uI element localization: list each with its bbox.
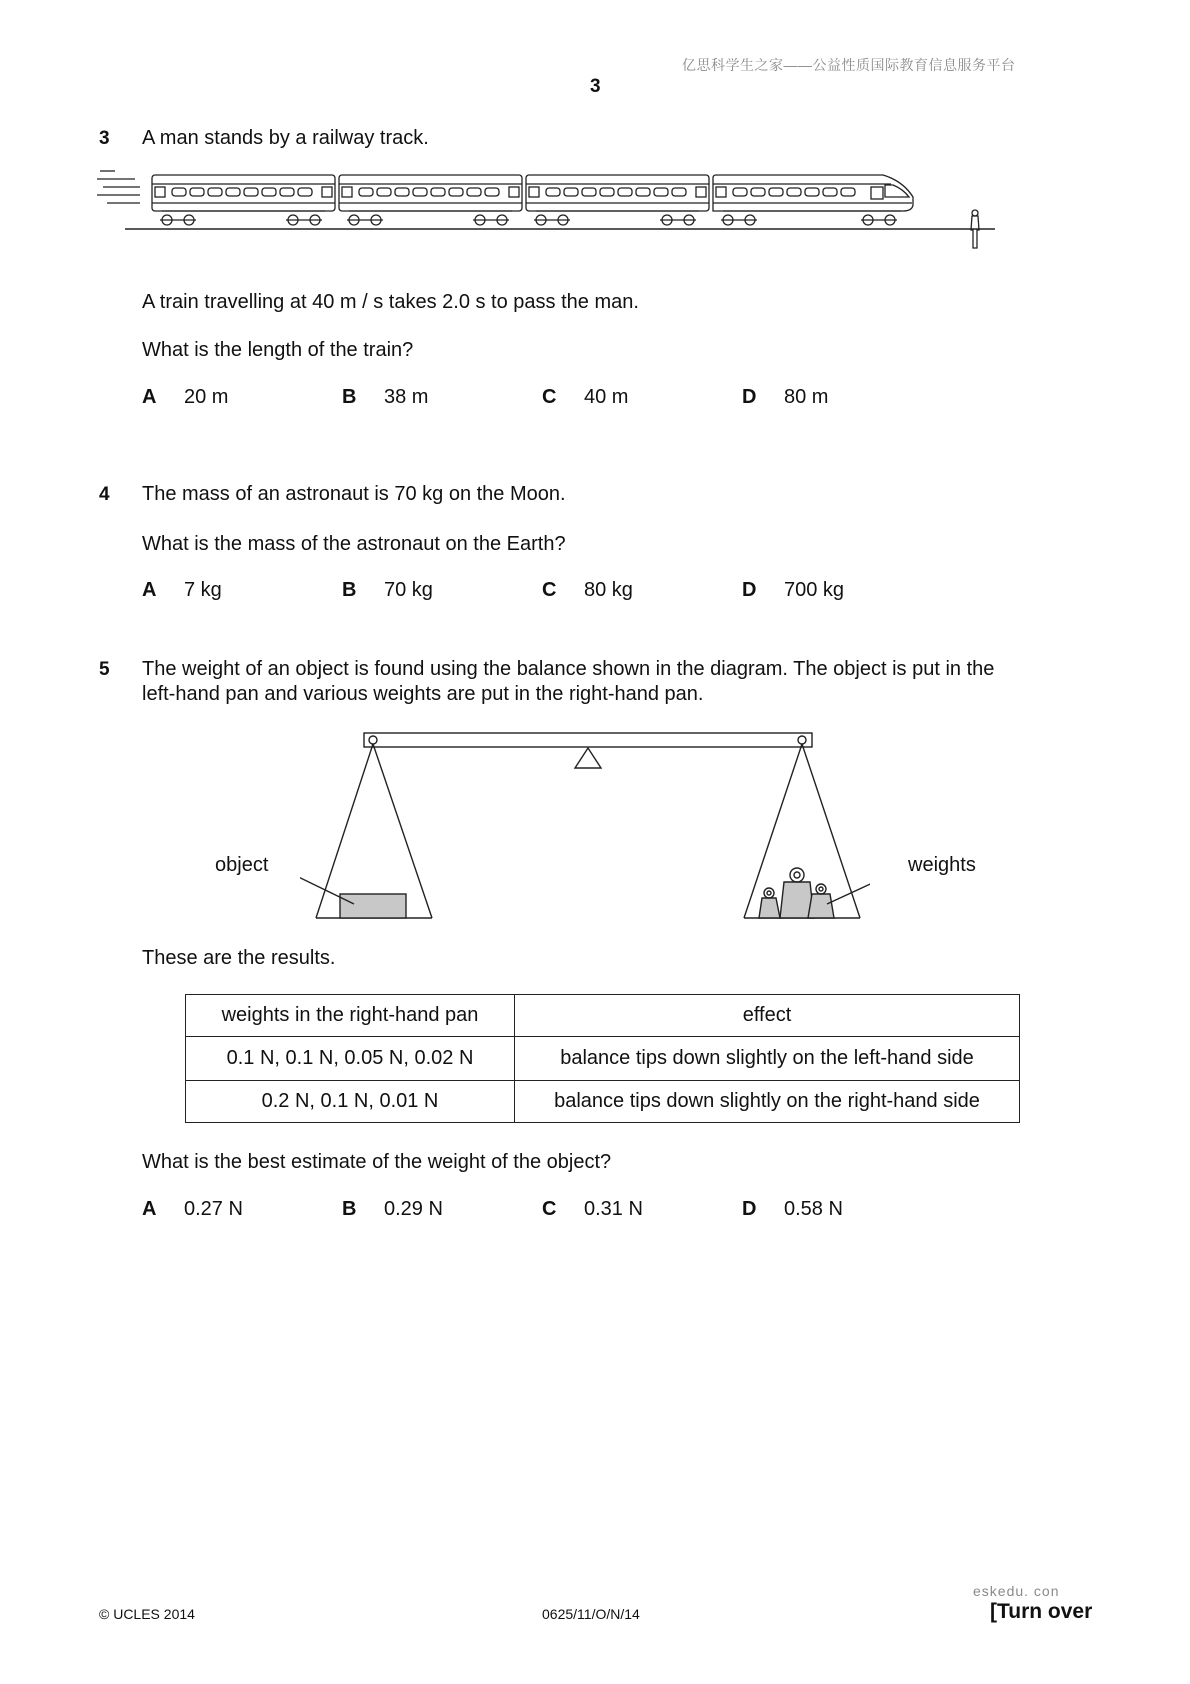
option-value: 0.31 N (584, 1198, 643, 1220)
question-3-intro: A man stands by a railway track. (142, 127, 429, 149)
option-value: 40 m (584, 386, 629, 408)
question-4-number: 4 (99, 484, 110, 505)
option-letter: C (542, 386, 557, 408)
option-letter: A (142, 579, 157, 601)
option-value: 20 m (184, 386, 229, 408)
question-3-line2: What is the length of the train? (142, 339, 414, 361)
footer-code: 0625/11/O/N/14 (542, 1606, 640, 1622)
q5-option-b[interactable] (342, 1198, 443, 1221)
option-value: 80 m (784, 386, 829, 408)
option-value: 80 kg (584, 579, 633, 601)
footer-turn-over: [Turn over (990, 1600, 1093, 1623)
option-value: 7 kg (184, 579, 222, 601)
train-carriage (526, 175, 709, 225)
results-intro: These are the results. (142, 947, 336, 969)
table-cell: 0.1 N, 0.1 N, 0.05 N, 0.02 N (186, 1037, 515, 1081)
option-letter: D (742, 579, 757, 601)
train-diagram (95, 165, 1000, 270)
table-header-row (186, 995, 1020, 1037)
question-5-line2: left-hand pan and various weights are put in the right-hand pan. (142, 683, 704, 705)
q4-option-c[interactable] (542, 579, 633, 602)
option-value: 0.27 N (184, 1198, 243, 1220)
option-letter: B (342, 1198, 357, 1220)
option-value: 0.29 N (384, 1198, 443, 1220)
option-letter: C (542, 1198, 557, 1220)
option-letter: B (342, 579, 357, 601)
question-4-line1: The mass of an astronaut is 70 kg on the Moon. (142, 483, 566, 505)
question-5-line1: The weight of an object is found using the balance shown in the diagram. The object is put in the (142, 658, 995, 680)
balance-diagram (300, 726, 870, 924)
label-object: object (215, 854, 269, 876)
table-header: weights in the right-hand pan (186, 995, 515, 1037)
q3-option-a[interactable] (142, 386, 228, 409)
option-letter: D (742, 1198, 757, 1220)
q4-option-d[interactable] (742, 579, 844, 602)
page-number: 3 (590, 76, 601, 97)
question-5-number: 5 (99, 659, 110, 680)
question-3-line1: A train travelling at 40 m / s takes 2.0 s to pass the man. (142, 291, 639, 313)
option-letter: A (142, 1198, 157, 1220)
q4-option-a[interactable] (142, 579, 222, 602)
footer-eskedu: eskedu. con (973, 1583, 1060, 1599)
question-3-number: 3 (99, 128, 110, 149)
table-row (186, 1081, 1020, 1123)
question-4-line2: What is the mass of the astronaut on the Earth? (142, 533, 566, 555)
q4-option-b[interactable] (342, 579, 433, 602)
option-value: 0.58 N (784, 1198, 843, 1220)
table-row (186, 1037, 1020, 1081)
header-watermark: 亿思科学生之家——公益性质国际教育信息服务平台 (682, 57, 1016, 73)
option-value: 70 kg (384, 579, 433, 601)
train-carriage (152, 175, 335, 225)
q5-option-c[interactable] (542, 1198, 643, 1221)
footer-copyright: © UCLES 2014 (99, 1606, 195, 1622)
option-value: 700 kg (784, 579, 845, 601)
table-header: effect (515, 995, 1020, 1037)
table-cell: balance tips down slightly on the left-hand side (515, 1037, 1020, 1081)
q3-option-b[interactable] (342, 386, 428, 409)
q3-option-c[interactable] (542, 386, 628, 409)
train-locomotive (713, 175, 913, 225)
option-letter: D (742, 386, 757, 408)
option-letter: C (542, 579, 557, 601)
q5-option-d[interactable] (742, 1198, 843, 1221)
option-letter: A (142, 386, 157, 408)
results-table (185, 994, 1020, 1123)
train-carriage (339, 175, 522, 225)
q5-option-a[interactable] (142, 1198, 243, 1221)
option-letter: B (342, 386, 357, 408)
table-cell: balance tips down slightly on the right-hand side (515, 1081, 1020, 1123)
label-weights: weights (908, 854, 976, 876)
table-cell: 0.2 N, 0.1 N, 0.01 N (186, 1081, 515, 1123)
question-5-prompt: What is the best estimate of the weight of the object? (142, 1151, 612, 1173)
option-value: 38 m (384, 386, 429, 408)
q3-option-d[interactable] (742, 386, 828, 409)
